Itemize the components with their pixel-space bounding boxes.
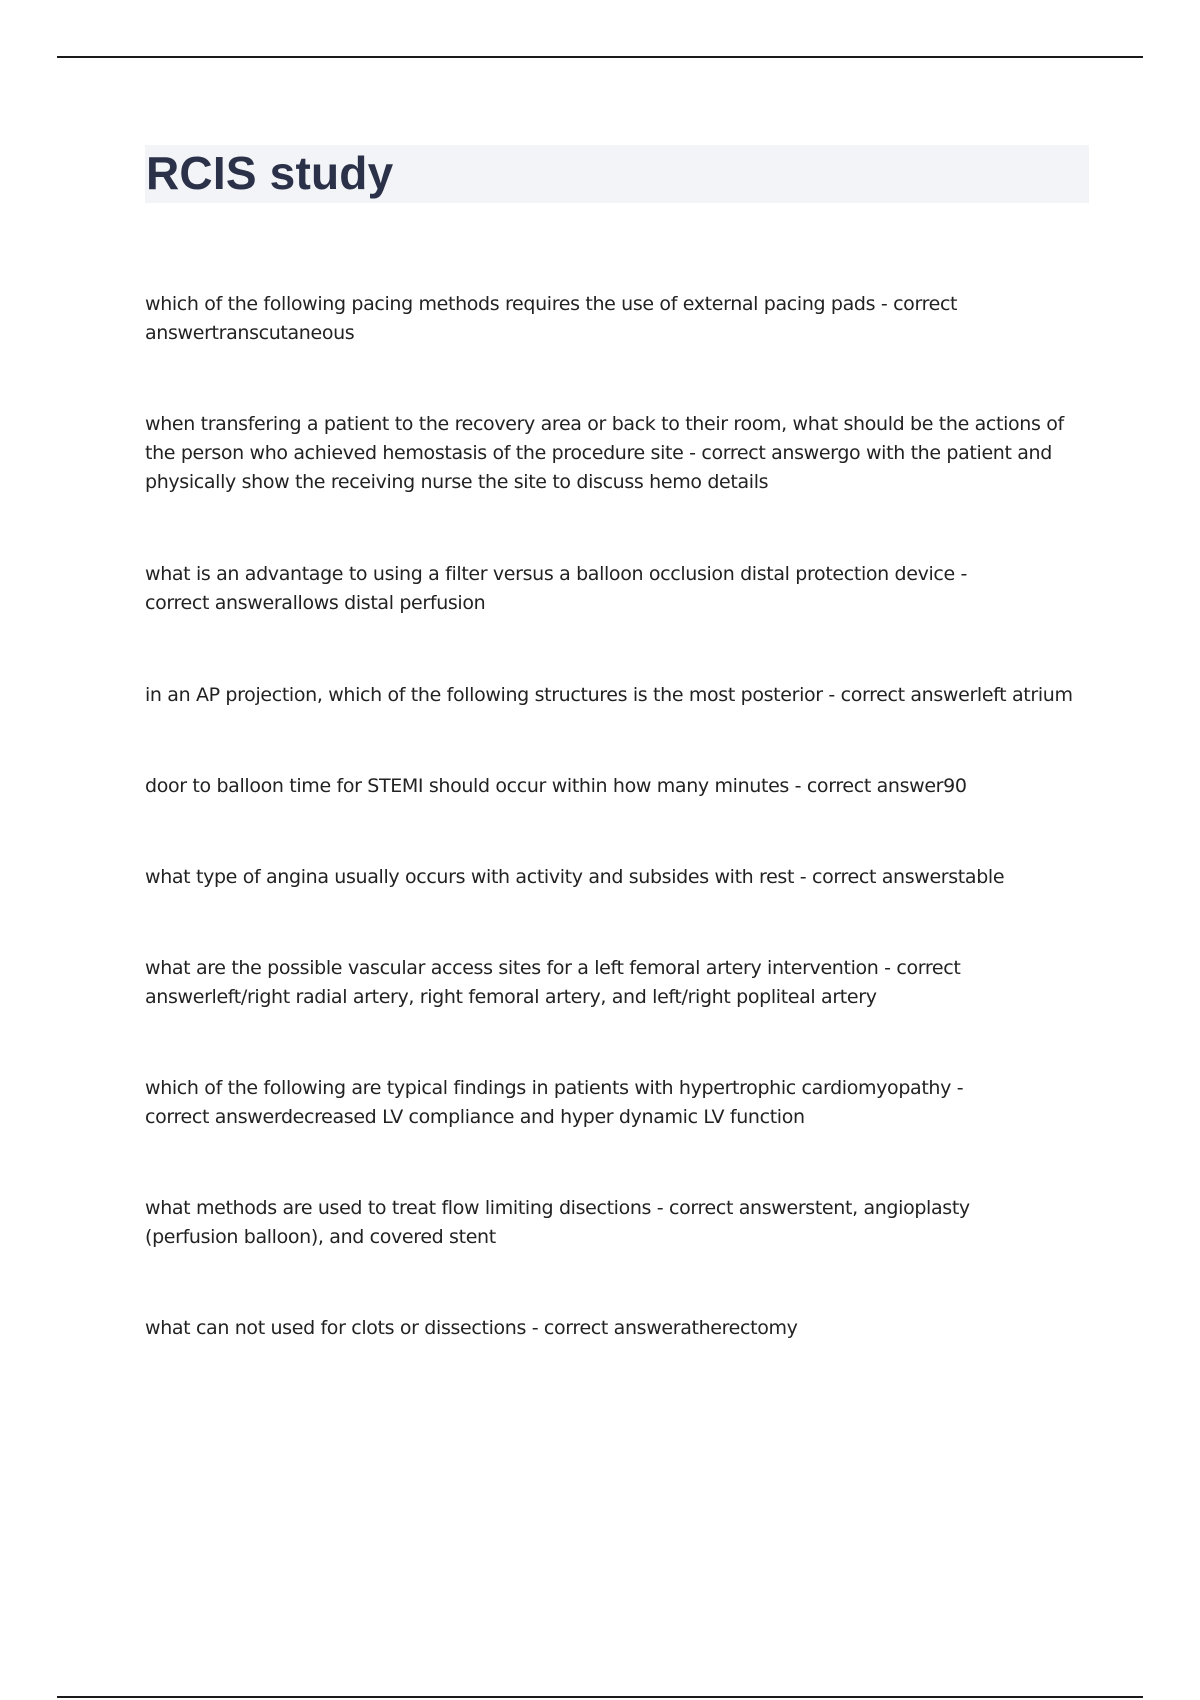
top-divider — [57, 56, 1143, 58]
qa-item-4: in an AP projection, which of the following structures is the most posterior - correct answerleft atrium — [145, 684, 1073, 706]
qa-item-7: what are the possible vascular access sites for a left femoral artery intervention - correct answerleft/right radial artery, right femoral artery, and left/right popliteal artery — [145, 957, 961, 1008]
qa-item-6: what type of angina usually occurs with activity and subsides with rest - correct answerstable — [145, 866, 1005, 888]
page-title: RCIS study — [146, 147, 394, 199]
qa-item-3: what is an advantage to using a filter versus a balloon occlusion distal protection device - correct answerallows distal perfusion — [145, 563, 968, 614]
qa-item-10: what can not used for clots or dissections - correct answeratherectomy — [145, 1317, 798, 1339]
qa-item-2: when transfering a patient to the recovery area or back to their room, what should be the actions of the person who achieved hemostasis of the procedure site - correct answergo with the patient and physically show the receiving nurse the site to discuss hemo details — [145, 413, 1064, 493]
qa-item-1: which of the following pacing methods requires the use of external pacing pads - correct answertranscutaneous — [145, 293, 958, 344]
qa-item-9: what methods are used to treat flow limiting disections - correct answerstent, angioplasty (perfusion balloon), and covered stent — [145, 1197, 970, 1248]
qa-item-8: which of the following are typical findings in patients with hypertrophic cardiomyopathy - correct answerdecreased LV compliance and hyper dynamic LV function — [145, 1077, 964, 1128]
bottom-divider — [57, 1696, 1143, 1698]
qa-item-5: door to balloon time for STEMI should occur within how many minutes - correct answer90 — [145, 775, 967, 797]
